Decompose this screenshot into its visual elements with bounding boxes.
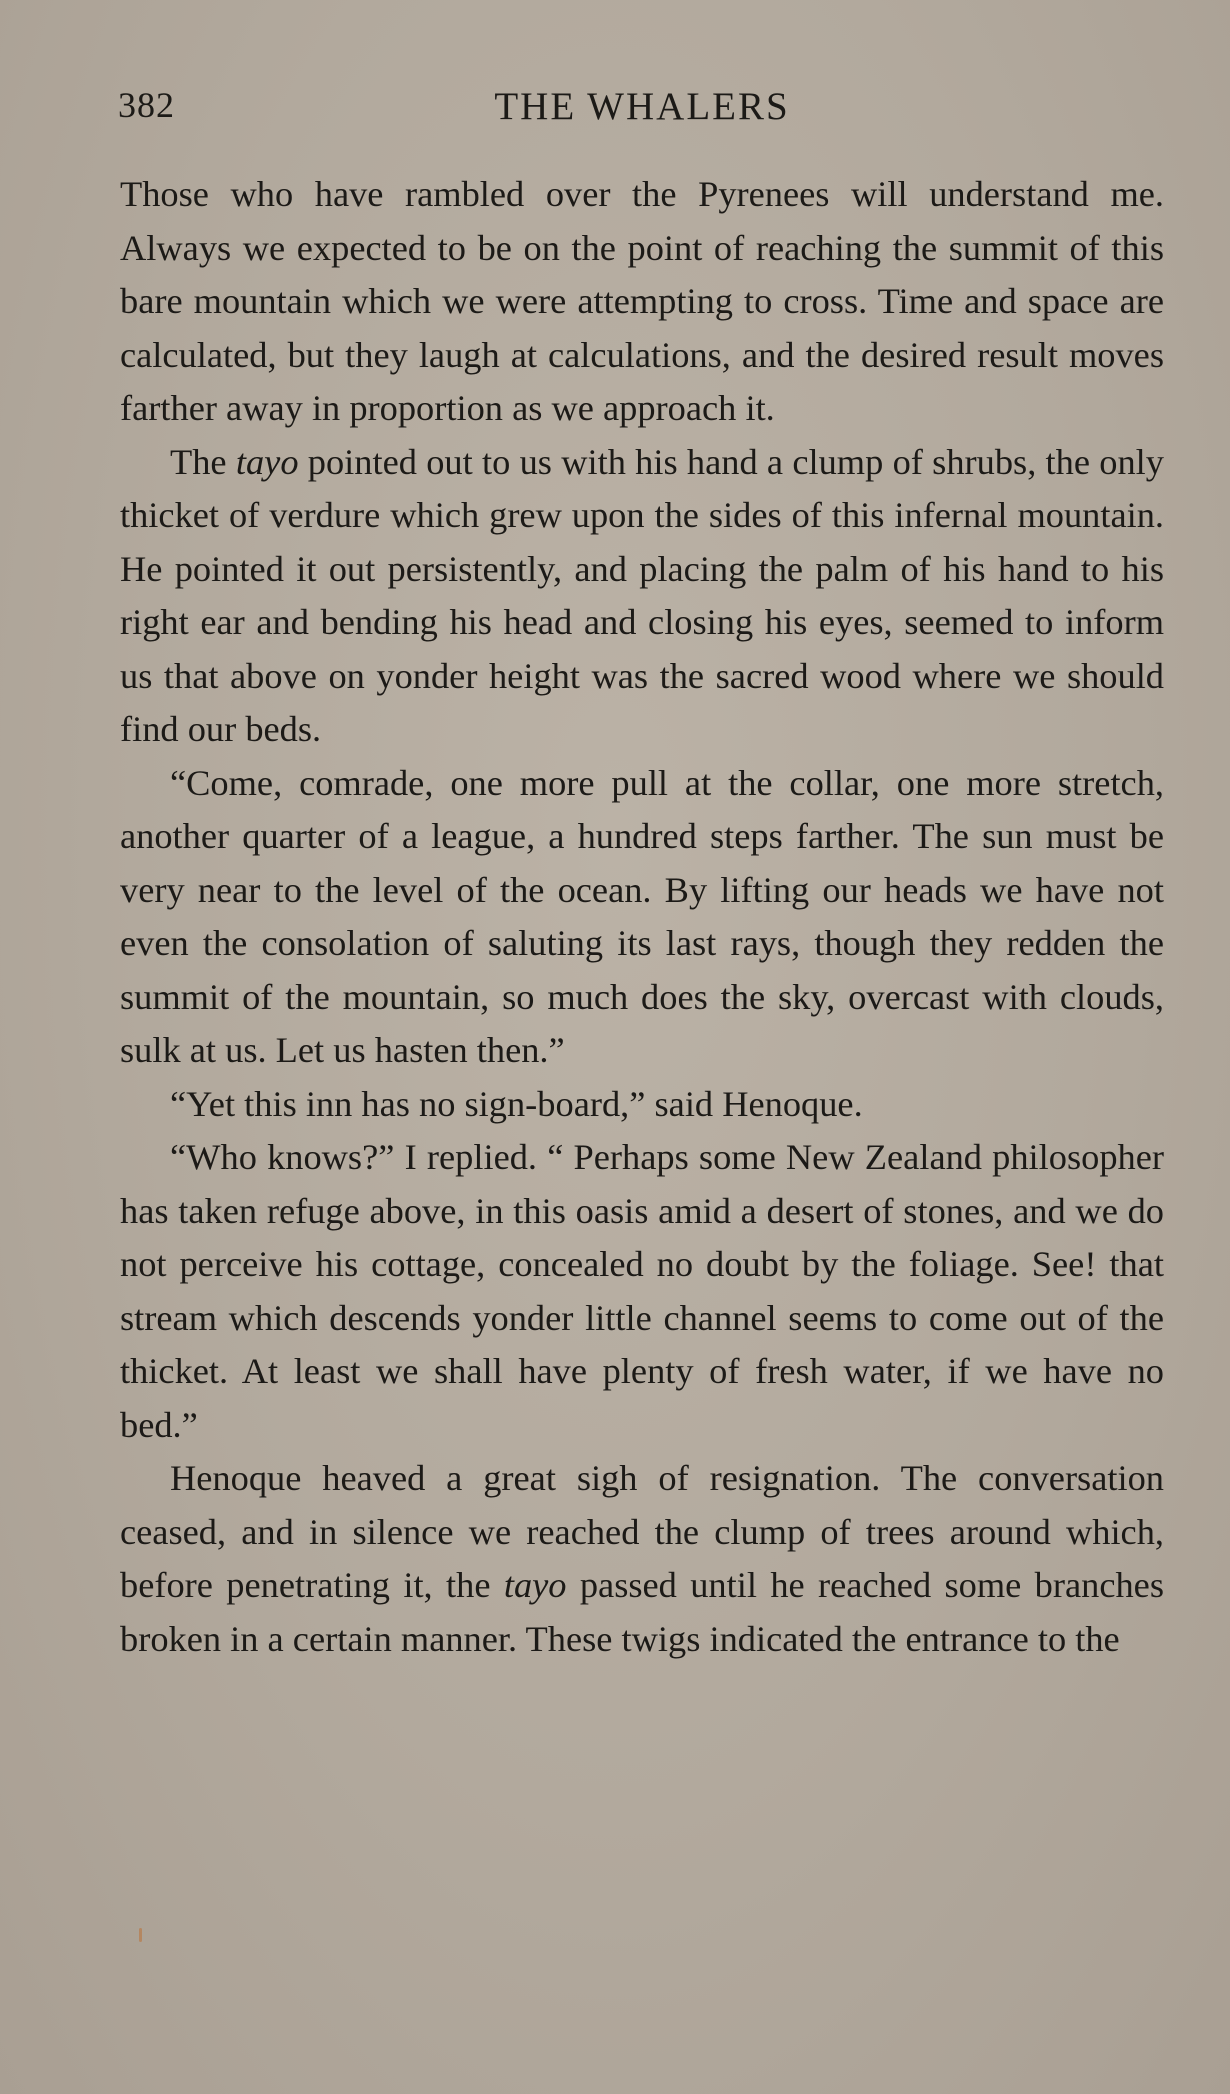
paragraph-6 <box>120 1452 1164 1666</box>
paragraph-6-italic: tayo <box>503 1565 567 1605</box>
paragraph-2 <box>120 436 1164 757</box>
running-title: THE WHALERS <box>494 85 790 128</box>
paper-speck <box>139 1928 142 1942</box>
paragraph-3: “Come, comrade, one more pull at the collar, one more stretch, another quarter of a league, a hundred steps farther. The sun must be very near to the level of the ocean. By lifting our heads we have not even the consolation of saluting its last rays, though they redden the summit of the mountain, so much does the sky, overcast with clouds, sulk at us. Let us hasten then.” <box>120 762 1164 1070</box>
body-text <box>120 168 1164 1666</box>
paragraph-4: “Yet this inn has no sign-board,” said Henoque. <box>170 1083 863 1124</box>
page-header <box>118 84 1166 138</box>
paragraph-2-italic: tayo <box>235 441 299 482</box>
paragraph-6-post: passed until he reached some branches broken in a certain manner. These twigs indicated the entrance to the <box>120 1565 1164 1659</box>
paragraph-1: Those who have rambled over the Pyrenees will understand me. Always we expected to be on the point of reaching the summit of this bare mountain which we were attempting to cross. Time and space are calculated, but they laugh at calculations, and the desired result moves farther away in proportion as we approach it. <box>120 174 1164 428</box>
paragraph-2-pre: The <box>170 441 236 482</box>
paragraph-6-pre: Henoque heaved a great sigh of resignation. The conversation ceased, and in silence we reached the clump of trees around which, before penetrating it, the <box>120 1458 1164 1605</box>
page-number: 382 <box>118 85 175 125</box>
paragraph-5: “Who knows?” I replied. “ Perhaps some New Zealand philosopher has taken refuge above, in this oasis amid a desert of stones, and we do not perceive his cottage, concealed no doubt by the foliage. See! that stream which descends yonder little channel seems to come out of the thicket. At least we shall have plenty of fresh water, if we have no bed.” <box>120 1137 1164 1445</box>
paragraph-2-post: pointed out to us with his hand a clump of shrubs, the only thicket of verdure which grew upon the sides of this infernal mountain. He pointed it out persistently, and placing the palm of his hand to his right ear and bending his head and closing his eyes, seemed to inform us that above on yonder height was the sacred wood where we should find our beds. <box>120 441 1164 749</box>
